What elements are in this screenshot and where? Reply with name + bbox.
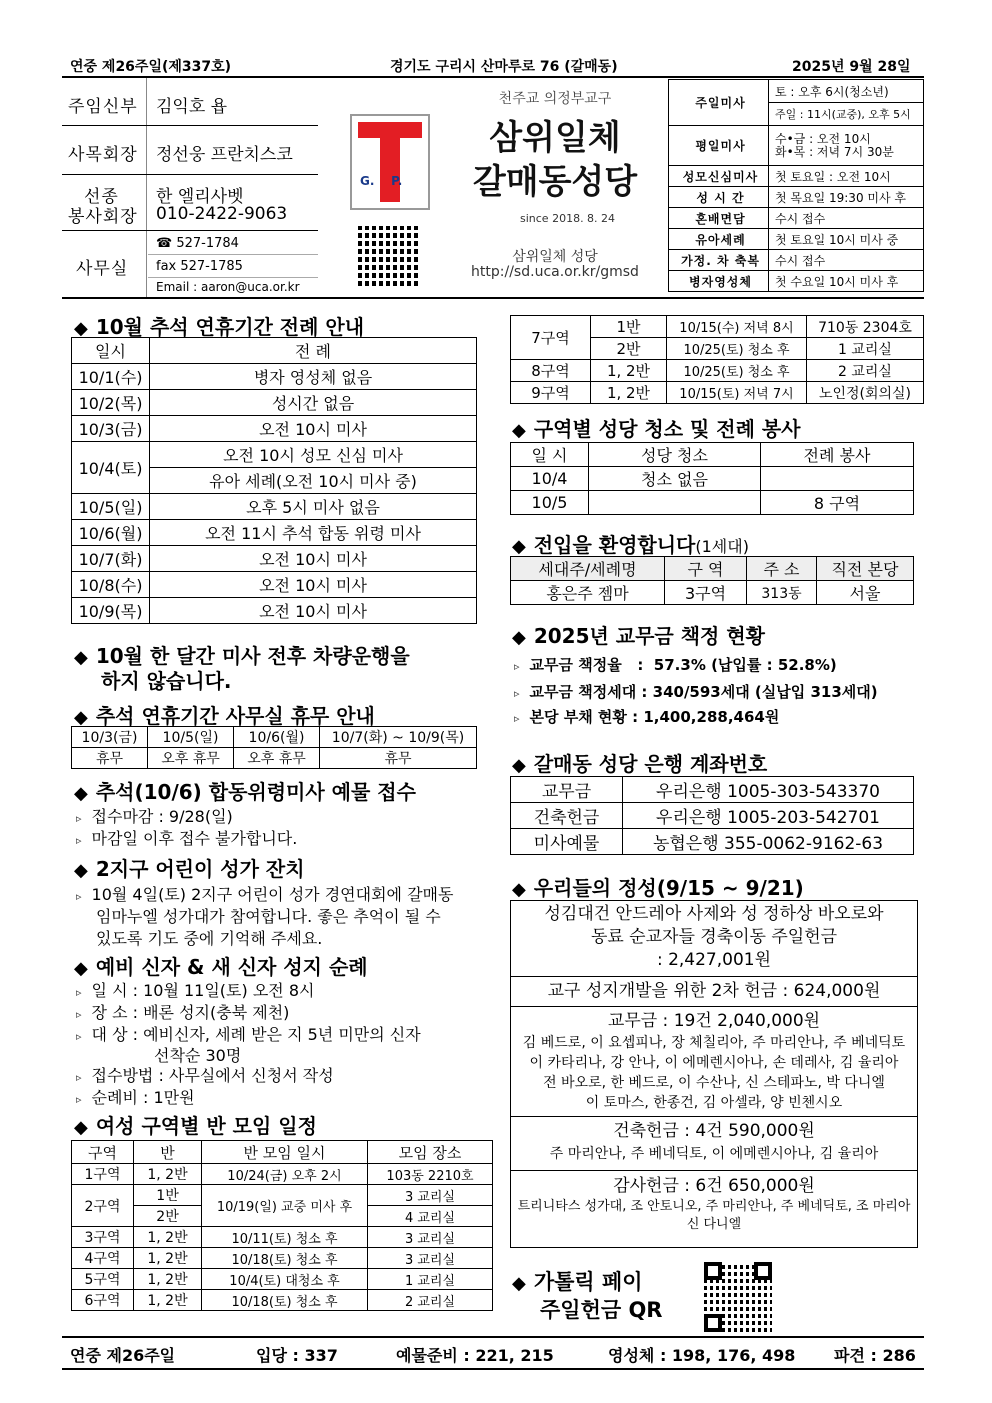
dues-bullet-1: ▹ 교무금 책정율 : 57.3% (납입률 : 52.8%)	[514, 656, 837, 674]
memorial-bullet-2: ▹ 마감일 이후 접수 불가합니다.	[76, 829, 298, 848]
table-cell: 10/18(토) 청소 후	[202, 1248, 368, 1269]
choir-title: ◆ 2지구 어린이 성가 잔치	[74, 857, 305, 881]
footer-communion: 영성체 : 198, 176, 498	[608, 1346, 796, 1365]
table-cell: 오전 10시 성모 신심 미사	[150, 442, 477, 468]
col-header: 주 소	[747, 557, 817, 581]
schedule-key: 유아세례	[669, 229, 769, 250]
schedule-key: 가정. 차 축복	[669, 250, 769, 271]
table-cell: 3구역	[665, 581, 747, 605]
office-email: Email : aaron@uca.or.kr	[156, 280, 300, 294]
table-cell: 1, 2반	[134, 1164, 202, 1185]
mission-name: 한 엘리사벳	[156, 187, 244, 207]
table-cell: 10/11(토) 청소 후	[202, 1227, 368, 1248]
table-cell: 5구역	[72, 1269, 134, 1290]
logo-letters: G. P.	[360, 174, 403, 188]
table-cell: 1, 2반	[591, 360, 667, 382]
women-meeting-table-cont	[510, 315, 924, 404]
table-cell: 10/24(금) 오후 2시	[202, 1164, 368, 1185]
col-header: 성당 청소	[589, 443, 761, 467]
mission-label-2: 봉사회장	[68, 207, 138, 227]
table-cell	[761, 467, 914, 491]
table-cell: 교무금	[511, 777, 623, 803]
table-cell: 3 교리실	[368, 1227, 493, 1248]
table-cell: 오전 10시 미사	[150, 598, 477, 624]
office-fax: fax 527-1785	[156, 259, 243, 274]
table-cell: 10/4(토)	[72, 442, 150, 494]
col-header: 구역	[72, 1141, 134, 1164]
table-cell: 1 교리실	[807, 338, 924, 360]
col-header: 반	[134, 1141, 202, 1164]
table-cell: 휴무	[72, 748, 148, 769]
offering-dues-names: 김 베드로, 이 요셉피나, 장 체칠리아, 주 마리안나, 주 베네딕토	[522, 1035, 906, 1051]
table-cell: 10/25(토) 청소 후	[667, 360, 807, 382]
col-header: 세대주/세례명	[511, 557, 665, 581]
table-cell: 농협은행 355-0062-9162-63	[623, 829, 914, 855]
vehicle-notice: ◆ 10월 한 달간 미사 전후 차량운행을	[74, 644, 410, 668]
table-cell: 휴무	[320, 748, 477, 769]
col-header: 일시	[72, 338, 150, 364]
table-cell: 10/15(수) 저녁 8시	[667, 316, 807, 338]
schedule-value: 첫 목요일 19:30 미사 후	[769, 187, 924, 208]
table-cell: 노인정(회의실)	[807, 382, 924, 404]
pilgrim-bullet-1: ▹ 일 시 : 10월 11일(토) 오전 8시	[76, 981, 315, 1000]
col-header: 반 모임 일시	[202, 1141, 368, 1164]
pilgrim-bullet-3b: 선착순 30명	[154, 1046, 242, 1065]
table-cell: 2 교리실	[368, 1290, 493, 1311]
table-cell: 1, 2반	[134, 1290, 202, 1311]
schedule-key: 성 시 간	[669, 187, 769, 208]
table-cell: 오전 10시 미사	[150, 572, 477, 598]
dues-title: ◆ 2025년 교무금 책정 현황	[512, 624, 765, 648]
pastor-label: 주임신부	[68, 97, 138, 117]
bulletin-date: 2025년 9월 28일	[792, 59, 911, 75]
issue-number: 연중 제26주일(제337호)	[70, 59, 232, 75]
table-cell: 건축헌금	[511, 803, 623, 829]
schedule-value: 수시 접수	[769, 250, 924, 271]
table-cell: 10/2(목)	[72, 390, 150, 416]
table-cell: 4 교리실	[368, 1206, 493, 1227]
schedule-key: 평일미사	[669, 126, 769, 166]
church-logo	[350, 114, 430, 210]
catholic-pay-title: ◆ 가톨릭 페이	[512, 1270, 643, 1294]
table-cell: 우리은행 1005-303-543370	[623, 777, 914, 803]
women-meeting-title: ◆ 여성 구역별 반 모임 일정	[74, 1114, 317, 1138]
catholic-pay-qr-code[interactable]	[704, 1262, 772, 1332]
mission-phone: 010-2422-9063	[156, 204, 288, 224]
welcome-title: ◆ 전입을 환영합니다(1세대)	[512, 533, 749, 557]
memorial-bullet-1: ▹ 접수마감 : 9/28(일)	[76, 807, 233, 826]
offering-box	[510, 900, 918, 1248]
church-since: since 2018. 8. 24	[520, 212, 616, 225]
table-cell: 10/3(금)	[72, 416, 150, 442]
footer-offering: 예물준비 : 221, 215	[396, 1346, 554, 1365]
table-cell: 10/25(토) 청소 후	[667, 338, 807, 360]
schedule-value: 주일 : 11시(교중), 오후 5시	[769, 103, 924, 126]
schedule-key: 성모신심미사	[669, 166, 769, 187]
table-cell: 10/6(월)	[72, 520, 150, 546]
col-header: 일 시	[511, 443, 589, 467]
dues-bullet-3: ▹ 본당 부채 현황 : 1,400,288,464원	[514, 708, 780, 726]
bank-table	[510, 776, 914, 855]
schedule-value: 수•금 : 오전 10시	[775, 131, 871, 146]
site-name: 삼위일체 성당	[512, 249, 598, 265]
footer-bottom-rule	[62, 1368, 924, 1370]
schedule-value: 수시 접수	[769, 208, 924, 229]
table-cell	[589, 491, 761, 515]
council-name: 정선웅 프란치스코	[156, 145, 293, 165]
office-closed-title: ◆ 추석 연휴기간 사무실 휴무 안내	[74, 704, 375, 728]
offering-building-names: 주 마리안나, 주 베네딕토, 이 에메렌시아나, 김 율리아	[549, 1146, 879, 1162]
col-header: 직전 본당	[817, 557, 914, 581]
table-cell: 10/19(일) 교중 미사 후	[202, 1185, 368, 1227]
schedule-value: 첫 토요일 10시 미사 중	[769, 229, 924, 250]
schedule-value: 첫 수요일 10시 미사 후	[769, 271, 924, 292]
pilgrim-title: ◆ 예비 신자 & 새 신자 성지 순례	[74, 955, 368, 979]
offering-dues: 교무금 : 19건 2,040,000원	[607, 1011, 821, 1031]
col-header: 10/7(화) ~ 10/9(목)	[320, 727, 477, 748]
table-cell: 1구역	[72, 1164, 134, 1185]
table-cell: 1, 2반	[591, 382, 667, 404]
offering-dues-names: 이 토마스, 한종건, 김 아셀라, 양 빈첸시오	[585, 1095, 843, 1111]
table-cell: 4구역	[72, 1248, 134, 1269]
bank-title: ◆ 갈매동 성당 은행 계좌번호	[512, 752, 768, 776]
offering-sunday-1: 성김대건 안드레아 사제와 성 정하상 바오로와	[544, 904, 884, 924]
offering-title: ◆ 우리들의 정성(9/15 ~ 9/21)	[512, 876, 804, 900]
pilgrim-bullet-5: ▹ 순례비 : 1만원	[76, 1088, 195, 1107]
table-cell: 10/9(목)	[72, 598, 150, 624]
table-cell: 1, 2반	[134, 1248, 202, 1269]
col-header: 모임 장소	[368, 1141, 493, 1164]
col-header: 전 례	[150, 338, 477, 364]
pilgrim-bullet-3: ▹ 대 상 : 예비신자, 세례 받은 지 5년 미만의 신자	[76, 1025, 421, 1044]
col-header: 구 역	[665, 557, 747, 581]
offering-sunday-3: : 2,427,001원	[656, 950, 772, 970]
church-name-2: 갈매동성당	[472, 162, 638, 202]
offering-dues-names: 전 바오로, 한 베드로, 이 수산나, 신 스테파노, 박 다니엘	[543, 1075, 885, 1091]
offering-sunday-2: 동료 순교자들 경축이동 주일헌금	[590, 927, 838, 947]
table-cell: 6구역	[72, 1290, 134, 1311]
table-cell: 2구역	[72, 1185, 134, 1227]
office-closed-table	[71, 726, 477, 769]
table-cell: 8 구역	[761, 491, 914, 515]
table-cell: 오후 5시 미사 없음	[150, 494, 477, 520]
footer-dismiss: 파견 : 286	[834, 1346, 916, 1365]
table-cell: 9구역	[511, 382, 591, 404]
table-cell: 3구역	[72, 1227, 134, 1248]
table-cell: 10/18(토) 청소 후	[202, 1290, 368, 1311]
table-cell: 10/4(토) 대청소 후	[202, 1269, 368, 1290]
schedule-key: 주일미사	[669, 80, 769, 126]
footer-top-rule	[62, 1336, 924, 1338]
table-cell: 10/15(토) 저녁 7시	[667, 382, 807, 404]
schedule-value: 화•목 : 저녁 7시 30분	[775, 144, 894, 159]
choir-text-2: 임마누엘 성가대가 참여합니다. 좋은 추억이 될 수	[96, 907, 441, 926]
col-header: 10/6(월)	[234, 727, 320, 748]
table-cell: 8구역	[511, 360, 591, 382]
welcome-table	[510, 556, 914, 605]
table-cell: 1 교리실	[368, 1269, 493, 1290]
schedule-key: 혼배면담	[669, 208, 769, 229]
choir-text-3: 있도록 기도 중에 기억해 주세요.	[96, 929, 323, 948]
vehicle-notice-2: 하지 않습니다.	[101, 669, 232, 693]
table-cell: 병자 영성체 없음	[150, 364, 477, 390]
table-cell: 오전 11시 추석 합동 위령 미사	[150, 520, 477, 546]
schedule-value: 첫 토요일 : 오전 10시	[769, 166, 924, 187]
choir-text-1: ▹ 10월 4일(토) 2지구 어린이 성가 경연대회에 갈매동	[76, 885, 454, 904]
table-cell: 홍은주 젬마	[511, 581, 665, 605]
table-cell: 7구역	[511, 316, 591, 360]
table-cell: 서울	[817, 581, 914, 605]
table-cell: 미사예물	[511, 829, 623, 855]
office-label: 사무실	[76, 259, 129, 279]
table-cell: 오후 휴무	[234, 748, 320, 769]
church-address: 경기도 구리시 산마루로 76 (갈매동)	[390, 59, 618, 75]
pilgrim-bullet-4: ▹ 접수방법 : 사무실에서 신청서 작성	[76, 1066, 334, 1085]
oct-liturgy-title: ◆ 10월 추석 연휴기간 전례 안내	[74, 315, 365, 339]
table-cell: 청소 없음	[589, 467, 761, 491]
offering-dues-names: 이 카타리나, 강 안나, 이 에메렌시아나, 손 데레사, 김 율리아	[529, 1055, 899, 1071]
table-cell: 오전 10시 미사	[150, 416, 477, 442]
site-url[interactable]: http://sd.uca.or.kr/gmsd	[471, 264, 639, 280]
schedule-value: 토 : 오후 6시(청소년)	[769, 80, 924, 103]
table-cell: 10/5(일)	[72, 494, 150, 520]
oct-liturgy-table	[71, 337, 477, 624]
dues-bullet-2: ▹ 교무금 책정세대 : 340/593세대 (실납입 313세대)	[514, 683, 878, 701]
table-cell: 10/5	[511, 491, 589, 515]
table-cell: 2반	[134, 1206, 202, 1227]
memorial-title: ◆ 추석(10/6) 합동위령미사 예물 접수	[74, 780, 416, 804]
church-name-1: 삼위일체	[489, 118, 621, 158]
women-meeting-table	[71, 1140, 493, 1311]
table-cell: 103동 2210호	[368, 1164, 493, 1185]
pilgrim-bullet-2: ▹ 장 소 : 배론 성지(충북 제천)	[76, 1003, 290, 1022]
offering-building: 건축헌금 : 4건 590,000원	[613, 1121, 815, 1141]
council-label: 사목회장	[68, 145, 138, 165]
schedule-key: 병자영성체	[669, 271, 769, 292]
table-cell: 오전 10시 미사	[150, 546, 477, 572]
table-cell: 1반	[134, 1185, 202, 1206]
offering-second-collection: 교구 성지개발을 위한 2차 헌금 : 624,000원	[511, 977, 917, 1007]
table-cell: 성시간 없음	[150, 390, 477, 416]
table-cell: 1, 2반	[134, 1227, 202, 1248]
table-cell: 10/8(수)	[72, 572, 150, 598]
table-cell: 3 교리실	[368, 1248, 493, 1269]
table-cell: 2 교리실	[807, 360, 924, 382]
mass-schedule-table	[668, 79, 924, 292]
col-header: 10/3(금)	[72, 727, 148, 748]
website-qr-code[interactable]	[358, 226, 418, 286]
table-cell: 유아 세례(오전 10시 미사 중)	[150, 468, 477, 494]
col-header: 10/5(일)	[148, 727, 234, 748]
table-cell: 3 교리실	[368, 1185, 493, 1206]
table-cell: 2반	[591, 338, 667, 360]
table-cell: 10/4	[511, 467, 589, 491]
table-cell: 1, 2반	[134, 1269, 202, 1290]
table-cell: 우리은행 1005-203-542701	[623, 803, 914, 829]
staff-block	[62, 78, 320, 297]
table-cell: 오후 휴무	[148, 748, 234, 769]
offering-thanks-names: 트리니타스 성가대, 조 안토니오, 주 마리안나, 주 베네딕토, 조 마리아	[517, 1199, 911, 1214]
table-cell: 10/7(화)	[72, 546, 150, 572]
footer-entry: 입당 : 337	[256, 1346, 338, 1365]
masthead-rule	[62, 297, 924, 299]
footer-week: 연중 제26주일	[70, 1346, 176, 1365]
col-header: 전례 봉사	[761, 443, 914, 467]
mission-label-1: 선종	[84, 187, 119, 207]
catholic-pay-title-2: 주일헌금 QR	[540, 1298, 663, 1322]
table-cell: 313동	[747, 581, 817, 605]
table-cell: 10/1(수)	[72, 364, 150, 390]
table-cell: 710동 2304호	[807, 316, 924, 338]
table-cell: 1반	[591, 316, 667, 338]
diocese-name: 천주교 의정부교구	[498, 91, 612, 107]
office-tel: ☎ 527-1784	[156, 236, 239, 251]
offering-thanks: 감사헌금 : 6건 650,000원	[613, 1176, 815, 1196]
pastor-name: 김익호 욥	[156, 97, 228, 117]
cleaning-table	[510, 442, 914, 515]
cleaning-title: ◆ 구역별 성당 청소 및 전례 봉사	[512, 417, 801, 441]
offering-thanks-names: 신 다니엘	[686, 1217, 742, 1232]
